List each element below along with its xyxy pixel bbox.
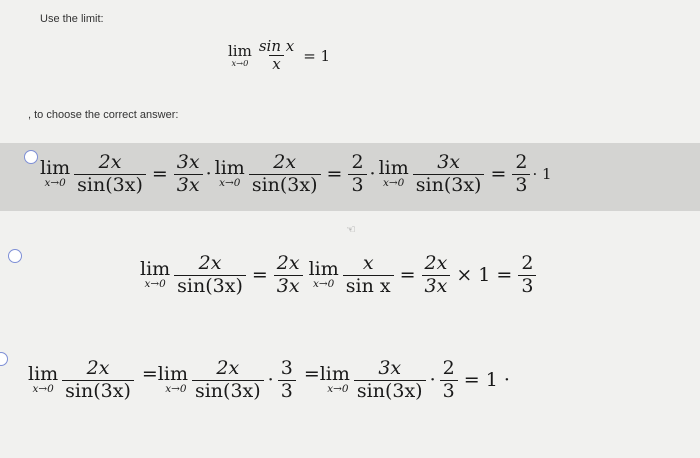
lim-operator: =lim x→0 bbox=[141, 363, 188, 396]
dot-operator: · bbox=[369, 163, 376, 186]
equals-sign: = bbox=[251, 264, 268, 287]
equals-sign: = bbox=[399, 264, 416, 287]
option-3-radio[interactable] bbox=[0, 352, 8, 366]
equals-sign: = bbox=[151, 163, 168, 186]
tail-text: = 1 · bbox=[463, 369, 510, 392]
dot-operator: · bbox=[205, 163, 212, 186]
fraction: $\frac{x}{\text{sin x}}$ bbox=[343, 253, 394, 298]
fraction: $\frac{2}{3}$ bbox=[518, 253, 536, 298]
fraction: $\frac{3}{3}$ bbox=[278, 358, 296, 403]
option-1-expression[interactable] bbox=[40, 152, 554, 197]
fraction: $\frac{2x}{\sin(3x)}$ bbox=[174, 253, 246, 298]
fraction: $\frac{2x}{\sin(3x)}$ bbox=[74, 152, 146, 197]
equals-sign: = bbox=[326, 163, 343, 186]
equals-sign: = bbox=[490, 163, 507, 186]
lim-operator: lim x→0 bbox=[214, 157, 245, 190]
times-operator: × 1 = bbox=[456, 264, 513, 287]
fraction: $\frac{2}{3}$ bbox=[512, 152, 530, 197]
lim-operator: =lim x→0 bbox=[303, 363, 350, 396]
fraction: $\frac{2}{3}$ bbox=[348, 152, 366, 197]
fraction: $\frac{3x}{\sin(3x)}$ bbox=[354, 358, 426, 403]
fraction: $\frac{3x}{3x}$ bbox=[174, 152, 203, 197]
lim-operator: lim x→0 bbox=[140, 258, 171, 291]
option-1-radio[interactable] bbox=[24, 150, 38, 164]
fraction: $\frac{2}{3}$ bbox=[440, 358, 458, 403]
fraction: $\frac{3x}{\sin(3x)}$ bbox=[413, 152, 485, 197]
tail-text: · 1 bbox=[532, 165, 552, 184]
option-2-radio[interactable] bbox=[8, 249, 22, 263]
dot-operator: · bbox=[429, 369, 436, 392]
fraction: $\frac{2x}{\sin(3x)}$ bbox=[192, 358, 264, 403]
hand-cursor-icon: ☜ bbox=[346, 223, 356, 236]
fraction: $\frac{2x}{3x}$ bbox=[422, 253, 451, 298]
fraction: $\frac{2x}{3x}$ bbox=[274, 253, 303, 298]
fraction: $\frac{2x}{\sin(3x)}$ bbox=[62, 358, 134, 403]
dot-operator: · bbox=[267, 369, 274, 392]
lim-operator: lim x→0 bbox=[40, 157, 71, 190]
given-limit bbox=[228, 38, 336, 74]
lim-operator: lim x→0 bbox=[228, 41, 252, 68]
option-2-expression[interactable] bbox=[140, 253, 536, 298]
given-fraction: $\frac{\text{sin x}}{x}$ bbox=[258, 37, 295, 74]
lim-operator: lim x→0 bbox=[378, 157, 409, 190]
option-3-expression[interactable] bbox=[28, 358, 516, 403]
prompt-text: , to choose the correct answer: bbox=[28, 109, 179, 121]
given-equals: = 1 bbox=[303, 46, 331, 65]
fraction: $\frac{2x}{\sin(3x)}$ bbox=[249, 152, 321, 197]
instruction-text: Use the limit: bbox=[40, 13, 104, 25]
lim-operator: lim x→0 bbox=[28, 363, 59, 396]
lim-operator: lim x→0 bbox=[308, 258, 339, 291]
